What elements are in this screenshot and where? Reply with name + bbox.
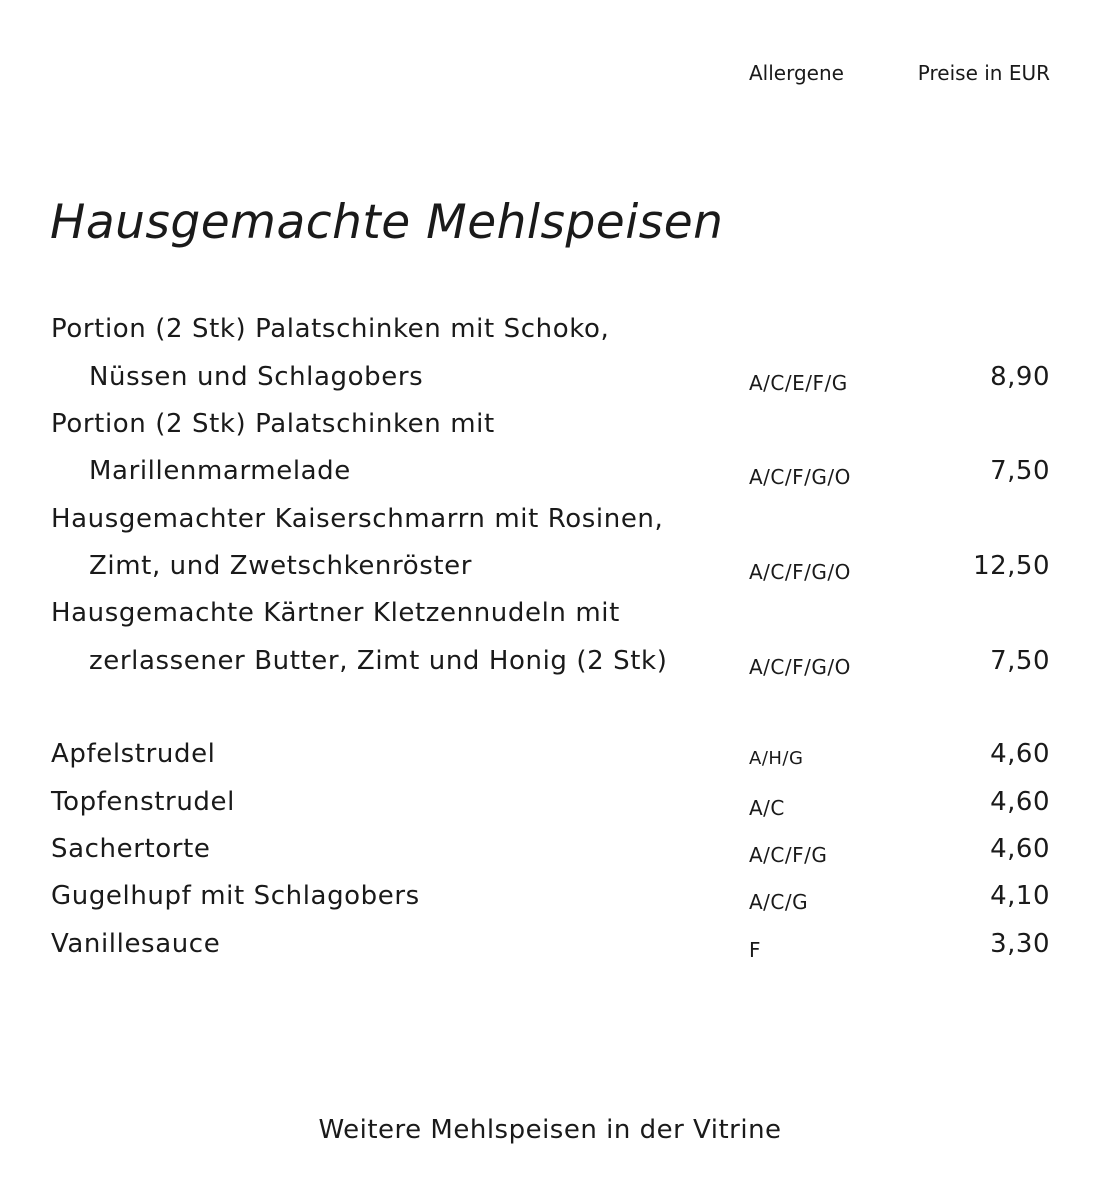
menu-item-line — [0, 739, 1120, 775]
item-allergens: A/H/G — [749, 748, 804, 769]
item-allergens: A/C/F/G/O — [749, 655, 851, 679]
menu-item-line — [0, 646, 1120, 682]
menu-item-line — [0, 456, 1120, 492]
item-price: 7,50 — [990, 646, 1050, 676]
item-allergens: A/C/F/G/O — [749, 560, 851, 584]
item-price: 3,30 — [990, 929, 1050, 959]
item-allergens: A/C — [749, 796, 785, 820]
menu-item-line — [0, 787, 1120, 823]
menu-item-line — [0, 881, 1120, 917]
menu-item-line — [0, 598, 1120, 634]
menu-item-line — [0, 362, 1120, 398]
allergens-column-header: Allergene — [749, 61, 844, 85]
menu-item-line — [0, 409, 1120, 445]
item-allergens: A/C/G — [749, 890, 809, 914]
item-name: Hausgemachter Kaiserschmarrn mit Rosinen, — [51, 504, 664, 534]
item-price: 4,60 — [990, 834, 1050, 864]
menu-item-line — [0, 551, 1120, 587]
item-price: 8,90 — [990, 362, 1050, 392]
item-price: 4,10 — [990, 881, 1050, 911]
section-title: Hausgemachte Mehlspeisen — [50, 195, 724, 250]
item-name: Gugelhupf mit Schlagobers — [51, 881, 420, 911]
item-name: Topfenstrudel — [51, 787, 235, 817]
item-price: 4,60 — [990, 787, 1050, 817]
item-name: Apfelstrudel — [51, 739, 216, 769]
item-name: Hausgemachte Kärtner Kletzennudeln mit — [51, 598, 620, 628]
item-allergens: A/C/F/G — [749, 843, 828, 867]
item-name: Sachertorte — [51, 834, 211, 864]
item-price: 7,50 — [990, 456, 1050, 486]
menu-item-line — [0, 929, 1120, 965]
item-name: Portion (2 Stk) Palatschinken mit Schoko, — [51, 314, 610, 344]
menu-item-line — [0, 834, 1120, 870]
item-allergens: A/C/F/G/O — [749, 465, 851, 489]
item-name: Portion (2 Stk) Palatschinken mit — [51, 409, 495, 439]
menu-item-line — [0, 504, 1120, 540]
footer-note: Weitere Mehlspeisen in der Vitrine — [318, 1115, 782, 1145]
item-name: Vanillesauce — [51, 929, 221, 959]
item-allergens: F — [749, 938, 762, 962]
item-name-continued: Marillenmarmelade — [89, 456, 351, 486]
item-name-continued: zerlassener Butter, Zimt und Honig (2 Stk) — [89, 646, 668, 676]
menu-item-line — [0, 314, 1120, 350]
item-name-continued: Nüssen und Schlagobers — [89, 362, 424, 392]
item-allergens: A/C/E/F/G — [749, 371, 848, 395]
item-price: 4,60 — [990, 739, 1050, 769]
prices-column-header: Preise in EUR — [917, 61, 1050, 85]
item-price: 12,50 — [973, 551, 1050, 581]
item-name-continued: Zimt, und Zwetschkenröster — [89, 551, 473, 581]
